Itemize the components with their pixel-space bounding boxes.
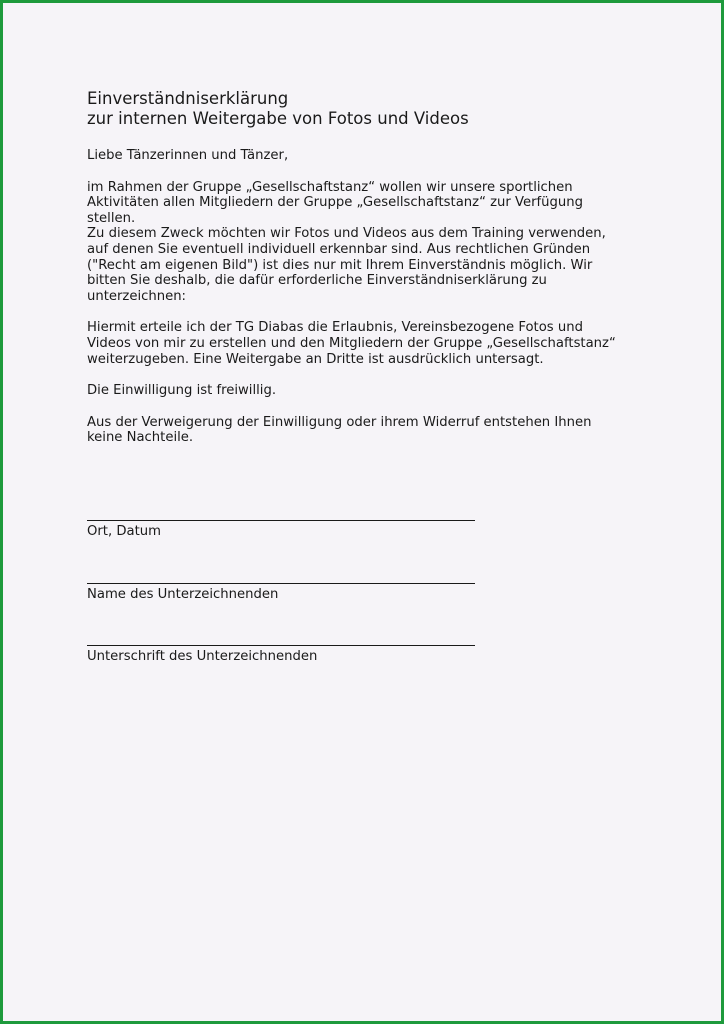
signature-field-signature[interactable] <box>87 645 477 665</box>
title-line-1: Einverständniserklärung <box>87 89 289 108</box>
signature-line <box>87 520 475 521</box>
signature-line <box>87 583 475 584</box>
text-line: im Rahmen der Gruppe „Gesellschaftstanz“ wollen wir unsere sportlichen <box>87 179 573 195</box>
paragraph-no-disadvantage <box>87 415 647 446</box>
text-line: Zu diesem Zweck möchten wir Fotos und Videos aus dem Training verwenden, <box>87 226 606 242</box>
text-line: keine Nachteile. <box>87 430 194 446</box>
document-title <box>87 89 687 129</box>
paragraph-consent <box>87 320 647 367</box>
text-line: weiterzugeben. Eine Weitergabe an Dritte ist ausdrücklich untersagt. <box>87 351 544 367</box>
text-line: Hiermit erteile ich der TG Diabas die Erlaubnis, Vereinsbezogene Fotos und <box>87 320 583 336</box>
signature-line <box>87 645 475 646</box>
text-line: ("Recht am eigenen Bild") ist dies nur mit Ihrem Einverständnis möglich. Wir <box>87 257 593 273</box>
signature-label: Name des Unterzeichnenden <box>87 587 279 602</box>
title-line-2: zur internen Weitergabe von Fotos und Videos <box>87 109 469 128</box>
text-line: Videos von mir zu erstellen und den Mitgliedern der Gruppe „Gesellschaftstanz“ <box>87 335 616 351</box>
signature-field-place-date[interactable] <box>87 520 477 540</box>
signature-field-name[interactable] <box>87 583 477 603</box>
document-body <box>87 148 647 462</box>
text-line: Aus der Verweigerung der Einwilligung oder ihrem Widerruf entstehen Ihnen <box>87 414 592 430</box>
signature-label: Ort, Datum <box>87 524 161 539</box>
signature-label: Unterschrift des Unterzeichnenden <box>87 649 318 664</box>
paragraph-intro <box>87 180 647 305</box>
text-line: auf denen Sie eventuell individuell erkennbar sind. Aus rechtlichen Gründen <box>87 241 591 257</box>
text-line: Aktivitäten allen Mitgliedern der Gruppe „Gesellschaftstanz“ zur Verfügung <box>87 195 583 211</box>
paragraph-voluntary <box>87 383 647 399</box>
text-line: Die Einwilligung ist freiwillig. <box>87 383 277 399</box>
text-line: bitten Sie deshalb, die dafür erforderliche Einverständniserklärung zu <box>87 273 547 289</box>
text-line: stellen. <box>87 210 136 226</box>
greeting: Liebe Tänzerinnen und Tänzer, <box>87 148 289 163</box>
text-line: unterzeichnen: <box>87 288 187 304</box>
